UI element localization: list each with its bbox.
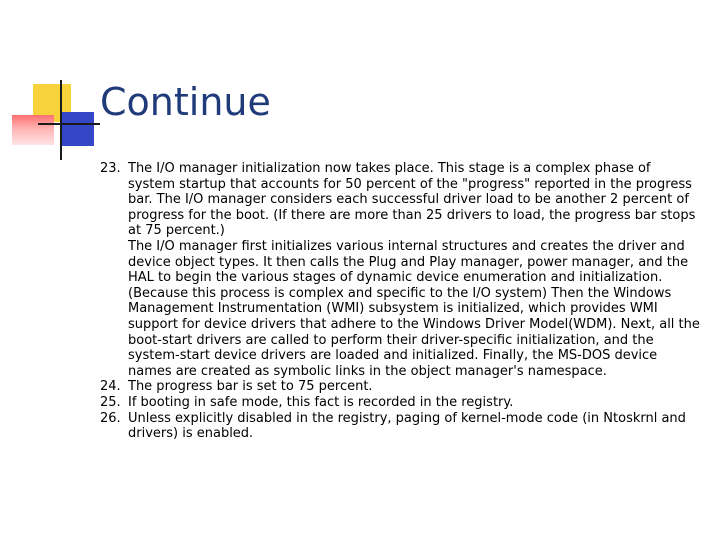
decor-blue-square [62, 112, 94, 146]
item-text [128, 379, 700, 395]
decor-red-square [12, 115, 54, 145]
item-paragraph: The I/O manager first initializes various internal structures and creates the driver and device object types. It then calls the Plug and Play manager, power manager, and the HAL to begin the various stages of dynamic device enumeration and initialization. (Because this process is complex and specific to the I/O system) Then the Windows Management Instrumentation (WMI) subsystem is initialized, which provides WMI support for device drivers that adhere to the Windows Driver Model(WDM). Next, all the boot-start drivers are called to perform their driver-specific initialization, and the system-start device drivers are loaded and initialized. Finally, the MS-DOS device names are created as symbolic links in the object manager's namespace. [128, 238, 700, 379]
item-number: 24. [100, 379, 121, 395]
list-item [100, 161, 700, 379]
item-text [128, 161, 700, 379]
slide-title: Continue [100, 80, 271, 124]
decor-horizontal-line [38, 123, 100, 125]
item-text [128, 395, 700, 411]
list-item [100, 379, 700, 395]
item-number: 25. [100, 394, 121, 410]
decor-vertical-line [60, 80, 62, 160]
item-paragraph: If booting in safe mode, this fact is recorded in the registry. [128, 394, 514, 410]
item-paragraph: The progress bar is set to 75 percent. [128, 379, 373, 395]
item-number: 26. [100, 410, 121, 426]
list-item [100, 411, 700, 442]
item-text [128, 411, 700, 442]
item-number: 23. [100, 161, 121, 176]
item-paragraph: The I/O manager initialization now takes place. This stage is a complex phase of system startup that accounts for 50 percent of the "progress" reported in the progress bar. The I/O manager considers each successful driver load to be another 2 percent of progress for the boot. (If there are more than 25 drivers to load, the progress bar stops at 75 percent.) [128, 161, 696, 239]
numbered-list [100, 161, 700, 442]
list-item [100, 395, 700, 411]
item-paragraph: Unless explicitly disabled in the registry, paging of kernel-mode code (in Ntoskrnl and drivers) is enabled. [128, 410, 686, 442]
